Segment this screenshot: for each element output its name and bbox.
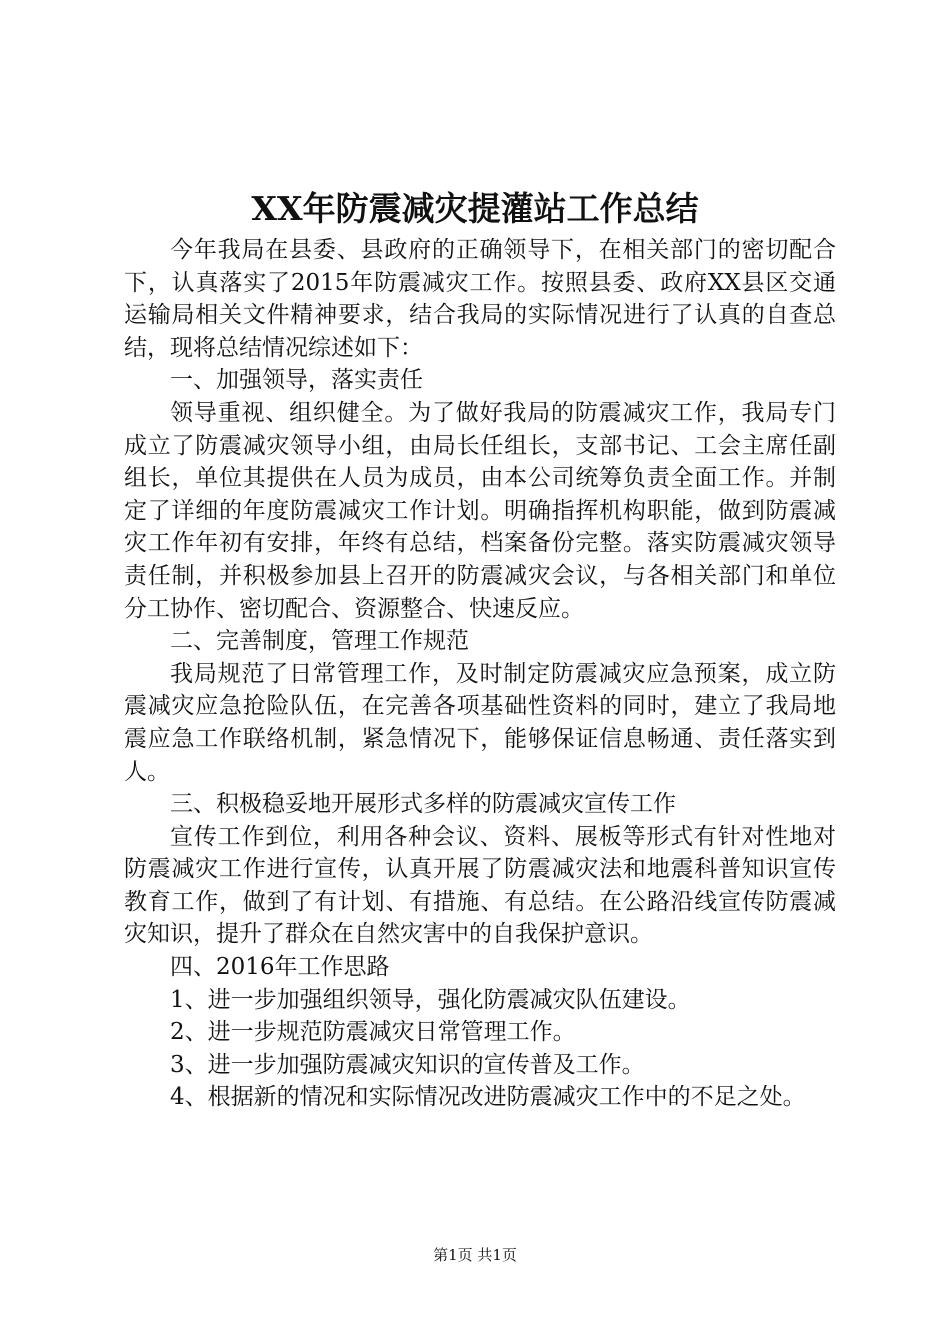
section-paragraph-2: 我局规范了日常管理工作，及时制定防震减灾应急预案，成立防震减灾应急抢险队伍，在完善各项基础性资料的同时，建立了我局地震应急工作联络机制，紧急情况下，能够保证信息畅通、责任落实到人。: [124, 660, 836, 785]
section-paragraph-3: 宣传工作到位，利用各种会议、资料、展板等形式有针对性地对防震减灾工作进行宣传，认真开展了防震减灾法和地震科普知识宣传教育工作，做到了有计划、有措施、有总结。在公路沿线宣传防震减灾知识，提升了群众在自然灾害中的自我保护意识。: [124, 823, 836, 948]
section-heading-2: 二、完善制度，管理工作规范: [170, 628, 469, 655]
plan-item-1: 1、进一步加强组织领导，强化防震减灾队伍建设。: [170, 986, 691, 1013]
section-heading-4: 四、2016年工作思路: [170, 954, 390, 981]
section-heading-1: 一、加强领导，落实责任: [170, 367, 423, 394]
page-number-footer: 第1页 共1页: [433, 1246, 517, 1264]
plan-item-4: 4、根据新的情况和实际情况改进防震减灾工作中的不足之处。: [170, 1084, 806, 1111]
document-title: XX年防震减灾提灌站工作总结: [251, 189, 699, 228]
section-paragraph-1: 领导重视、组织健全。为了做好我局的防震减灾工作，我局专门成立了防震减灾领导小组，由局长任组长，支部书记、工会主席任副组长，单位其提供在人员为成员，由本公司统筹负责全面工作。并制定了详细的年度防震减灾工作计划。明确指挥机构职能，做到防震减灾工作年初有安排，年终有总结，档案备份完整。落实防震减灾领导责任制，并积极参加县上召开的防震减灾会议，与各相关部门和单位分工协作、密切配合、资源整合、快速反应。: [124, 399, 836, 622]
intro-paragraph: 今年我局在县委、县政府的正确领导下，在相关部门的密切配合下，认真落实了2015年防震减灾工作。按照县委、政府XX县区交通运输局相关文件精神要求，结合我局的实际情况进行了认真的自查总结，现将总结情况综述如下：: [124, 237, 836, 361]
plan-item-2: 2、进一步规范防震减灾日常管理工作。: [170, 1019, 576, 1046]
section-heading-3: 三、积极稳妥地开展形式多样的防震减灾宣传工作: [170, 791, 676, 818]
document-body: [124, 234, 836, 1114]
plan-item-3: 3、进一步加强防震减灾知识的宣传普及工作。: [170, 1051, 645, 1078]
